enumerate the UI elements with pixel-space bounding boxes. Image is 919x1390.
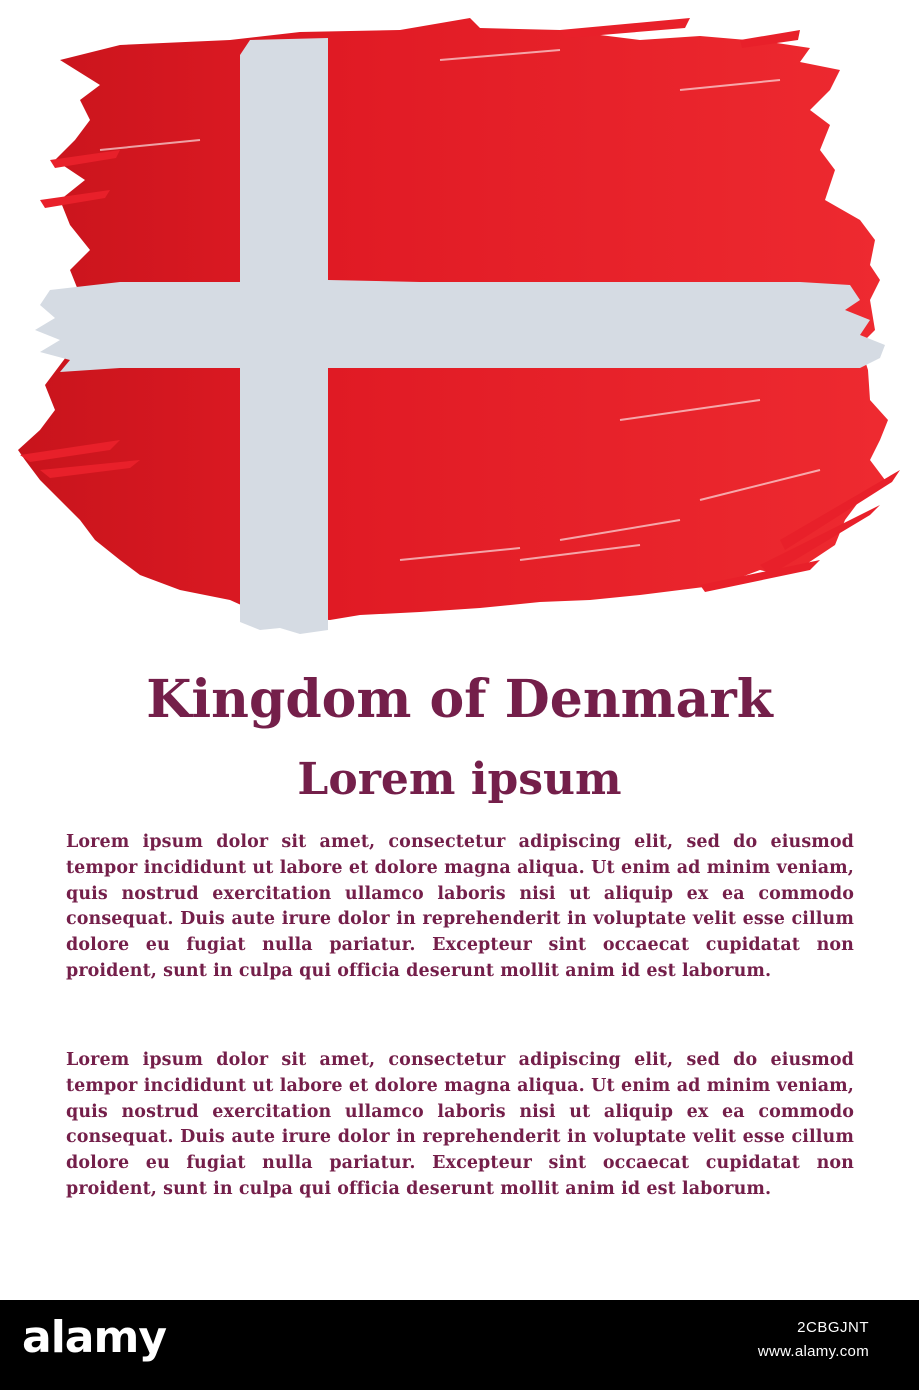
page-title: Kingdom of Denmark (146, 669, 773, 730)
body-paragraph: Lorem ipsum dolor sit amet, consectetur adipiscing elit, sed do eiusmod tempor incididunt ut labore et dolore magna aliqua. Ut enim ad minim veniam, quis nostrud exercitation ullamco laboris nisi ut aliquip ex ea commodo consequat. Duis aute irure dolor in reprehenderit in voluptate velit esse cillum dolore eu fugiat nulla pariatur. Excepteur sint occaecat cupidatat non proident, sunt in culpa qui officia deserunt mollit anim id est laborum. (66, 1050, 854, 1199)
footer-url[interactable]: www.alamy.com (757, 1343, 869, 1360)
footer-bar (0, 1300, 919, 1390)
image-id: 2CBGJNT (797, 1319, 869, 1336)
page-subtitle: Lorem ipsum (297, 754, 622, 805)
denmark-flag (0, 0, 919, 650)
body-paragraph: Lorem ipsum dolor sit amet, consectetur adipiscing elit, sed do eiusmod tempor incididunt ut labore et dolore magna aliqua. Ut enim ad minim veniam, quis nostrud exercitation ullamco laboris nisi ut aliquip ex ea commodo consequat. Duis aute irure dolor in reprehenderit in voluptate velit esse cillum dolore eu fugiat nulla pariatur. Excepteur sint occaecat cupidatat non proident, sunt in culpa qui officia deserunt mollit anim id est laborum. (66, 832, 854, 981)
flag-cross-horizontal (35, 280, 885, 372)
alamy-logo: alamy (22, 1312, 166, 1363)
